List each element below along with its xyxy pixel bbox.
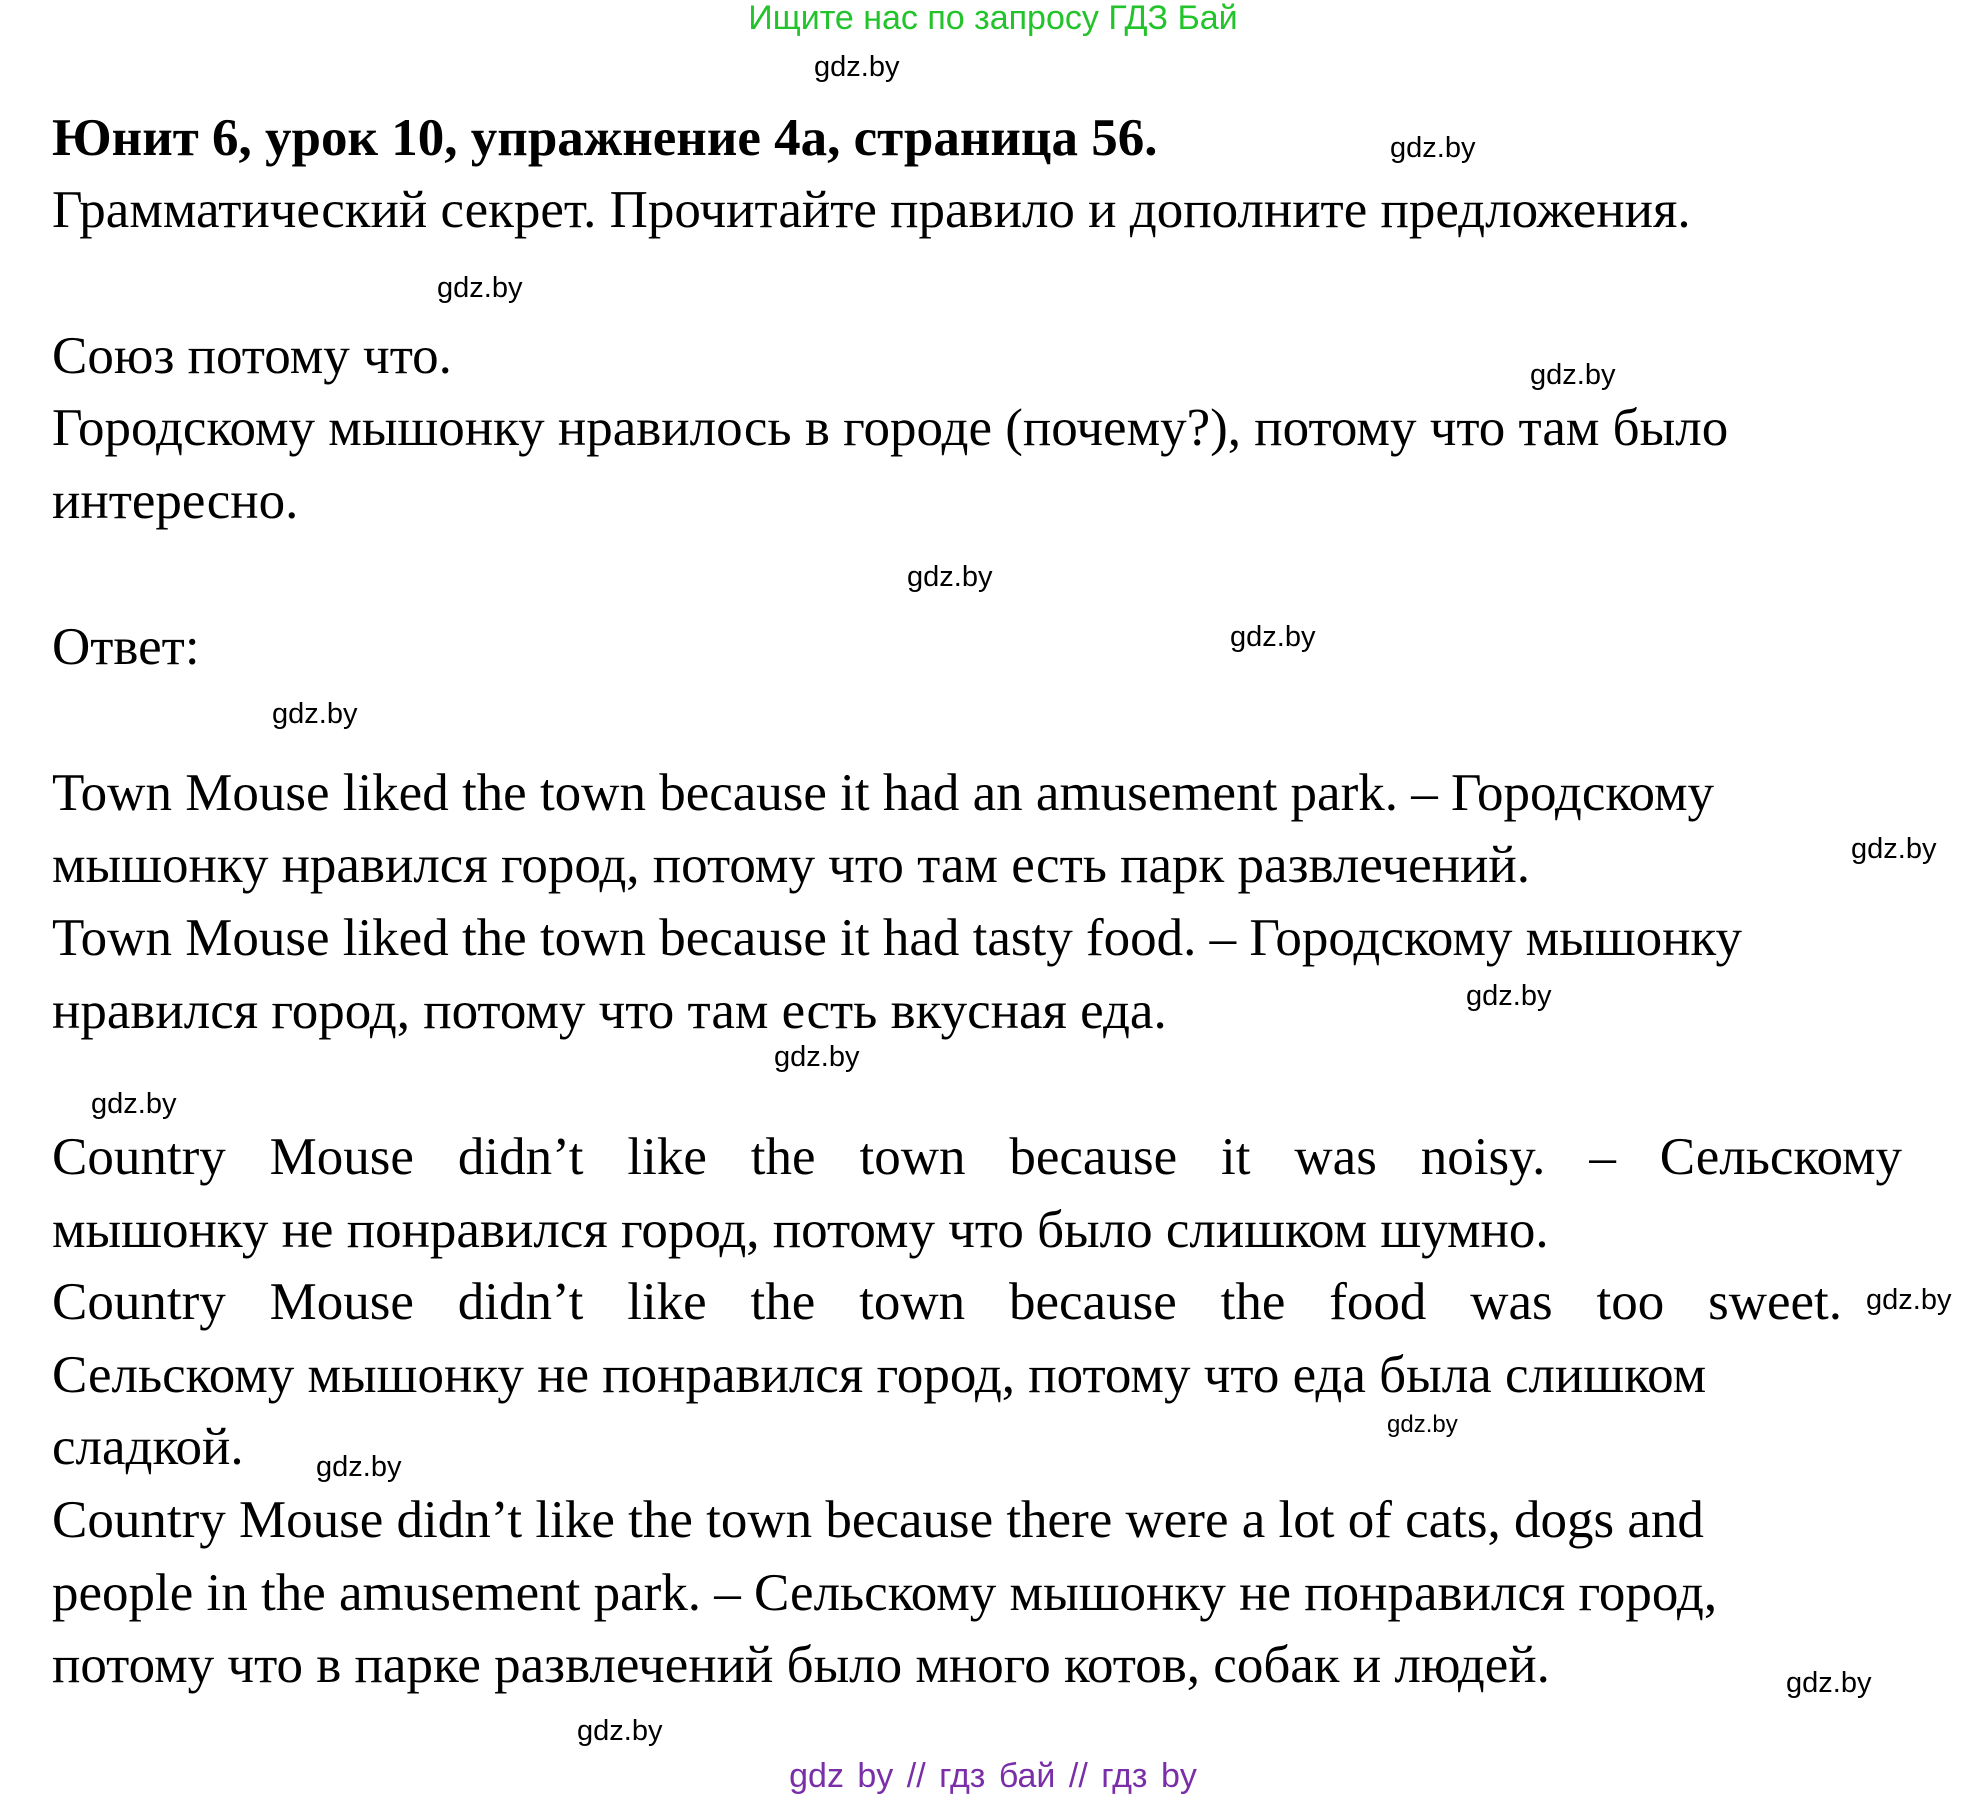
rule-example-line: интересно.: [52, 472, 299, 530]
watermark: gdz.by: [1387, 1411, 1458, 1438]
watermark: gdz.by: [272, 698, 358, 730]
top-banner: Ищите нас по запросу ГДЗ Бай: [748, 0, 1238, 37]
task-text: Грамматический секрет. Прочитайте правило и дополните предложения.: [52, 181, 1691, 239]
footer-links: gdz by // гдз бай // гдз by: [789, 1757, 1197, 1795]
watermark: gdz.by: [1390, 132, 1476, 164]
answer-label: Ответ:: [52, 618, 200, 676]
answer-line: нравился город, потому что там есть вкусная еда.: [52, 982, 1167, 1040]
watermark: gdz.by: [907, 561, 993, 593]
answer-line: мышонку нравился город, потому что там есть парк развлечений.: [52, 836, 1530, 894]
answer-line: Country Mouse didn’t like the town because it was noisy. – Сельскому: [52, 1128, 1902, 1186]
answer-line: Country Mouse didn’t like the town because the food was too sweet.: [52, 1273, 1842, 1331]
watermark: gdz.by: [814, 51, 900, 83]
answer-line: Country Mouse didn’t like the town because there were a lot of cats, dogs and: [52, 1491, 1704, 1549]
answer-line: Town Mouse liked the town because it had tasty food. – Городскому мышонку: [52, 909, 1742, 967]
watermark: gdz.by: [1466, 980, 1552, 1012]
watermark: gdz.by: [316, 1451, 402, 1483]
watermark: gdz.by: [1851, 833, 1937, 865]
watermark: gdz.by: [1786, 1667, 1872, 1699]
watermark: gdz.by: [774, 1041, 860, 1073]
watermark: gdz.by: [1230, 621, 1316, 653]
answer-line: Town Mouse liked the town because it had an amusement park. – Городскому: [52, 764, 1714, 822]
watermark: gdz.by: [437, 272, 523, 304]
answer-line: people in the amusement park. – Сельскому мышонку не понравился город,: [52, 1564, 1718, 1622]
answer-line: сладкой.: [52, 1418, 244, 1476]
rule-example-line: Городскому мышонку нравилось в городе (почему?), потому что там было: [52, 399, 1729, 457]
answer-line: Сельскому мышонку не понравился город, потому что еда была слишком: [52, 1346, 1707, 1404]
watermark: gdz.by: [577, 1715, 663, 1747]
rule-heading: Союз потому что.: [52, 327, 452, 385]
watermark: gdz.by: [1530, 359, 1616, 391]
watermark: gdz.by: [1866, 1284, 1952, 1316]
answer-line: мышонку не понравился город, потому что было слишком шумно.: [52, 1201, 1549, 1259]
watermark: gdz.by: [91, 1088, 177, 1120]
page-title: Юнит 6, урок 10, упражнение 4а, страница 56.: [52, 109, 1158, 167]
answer-line: потому что в парке развлечений было много котов, собак и людей.: [52, 1636, 1550, 1694]
